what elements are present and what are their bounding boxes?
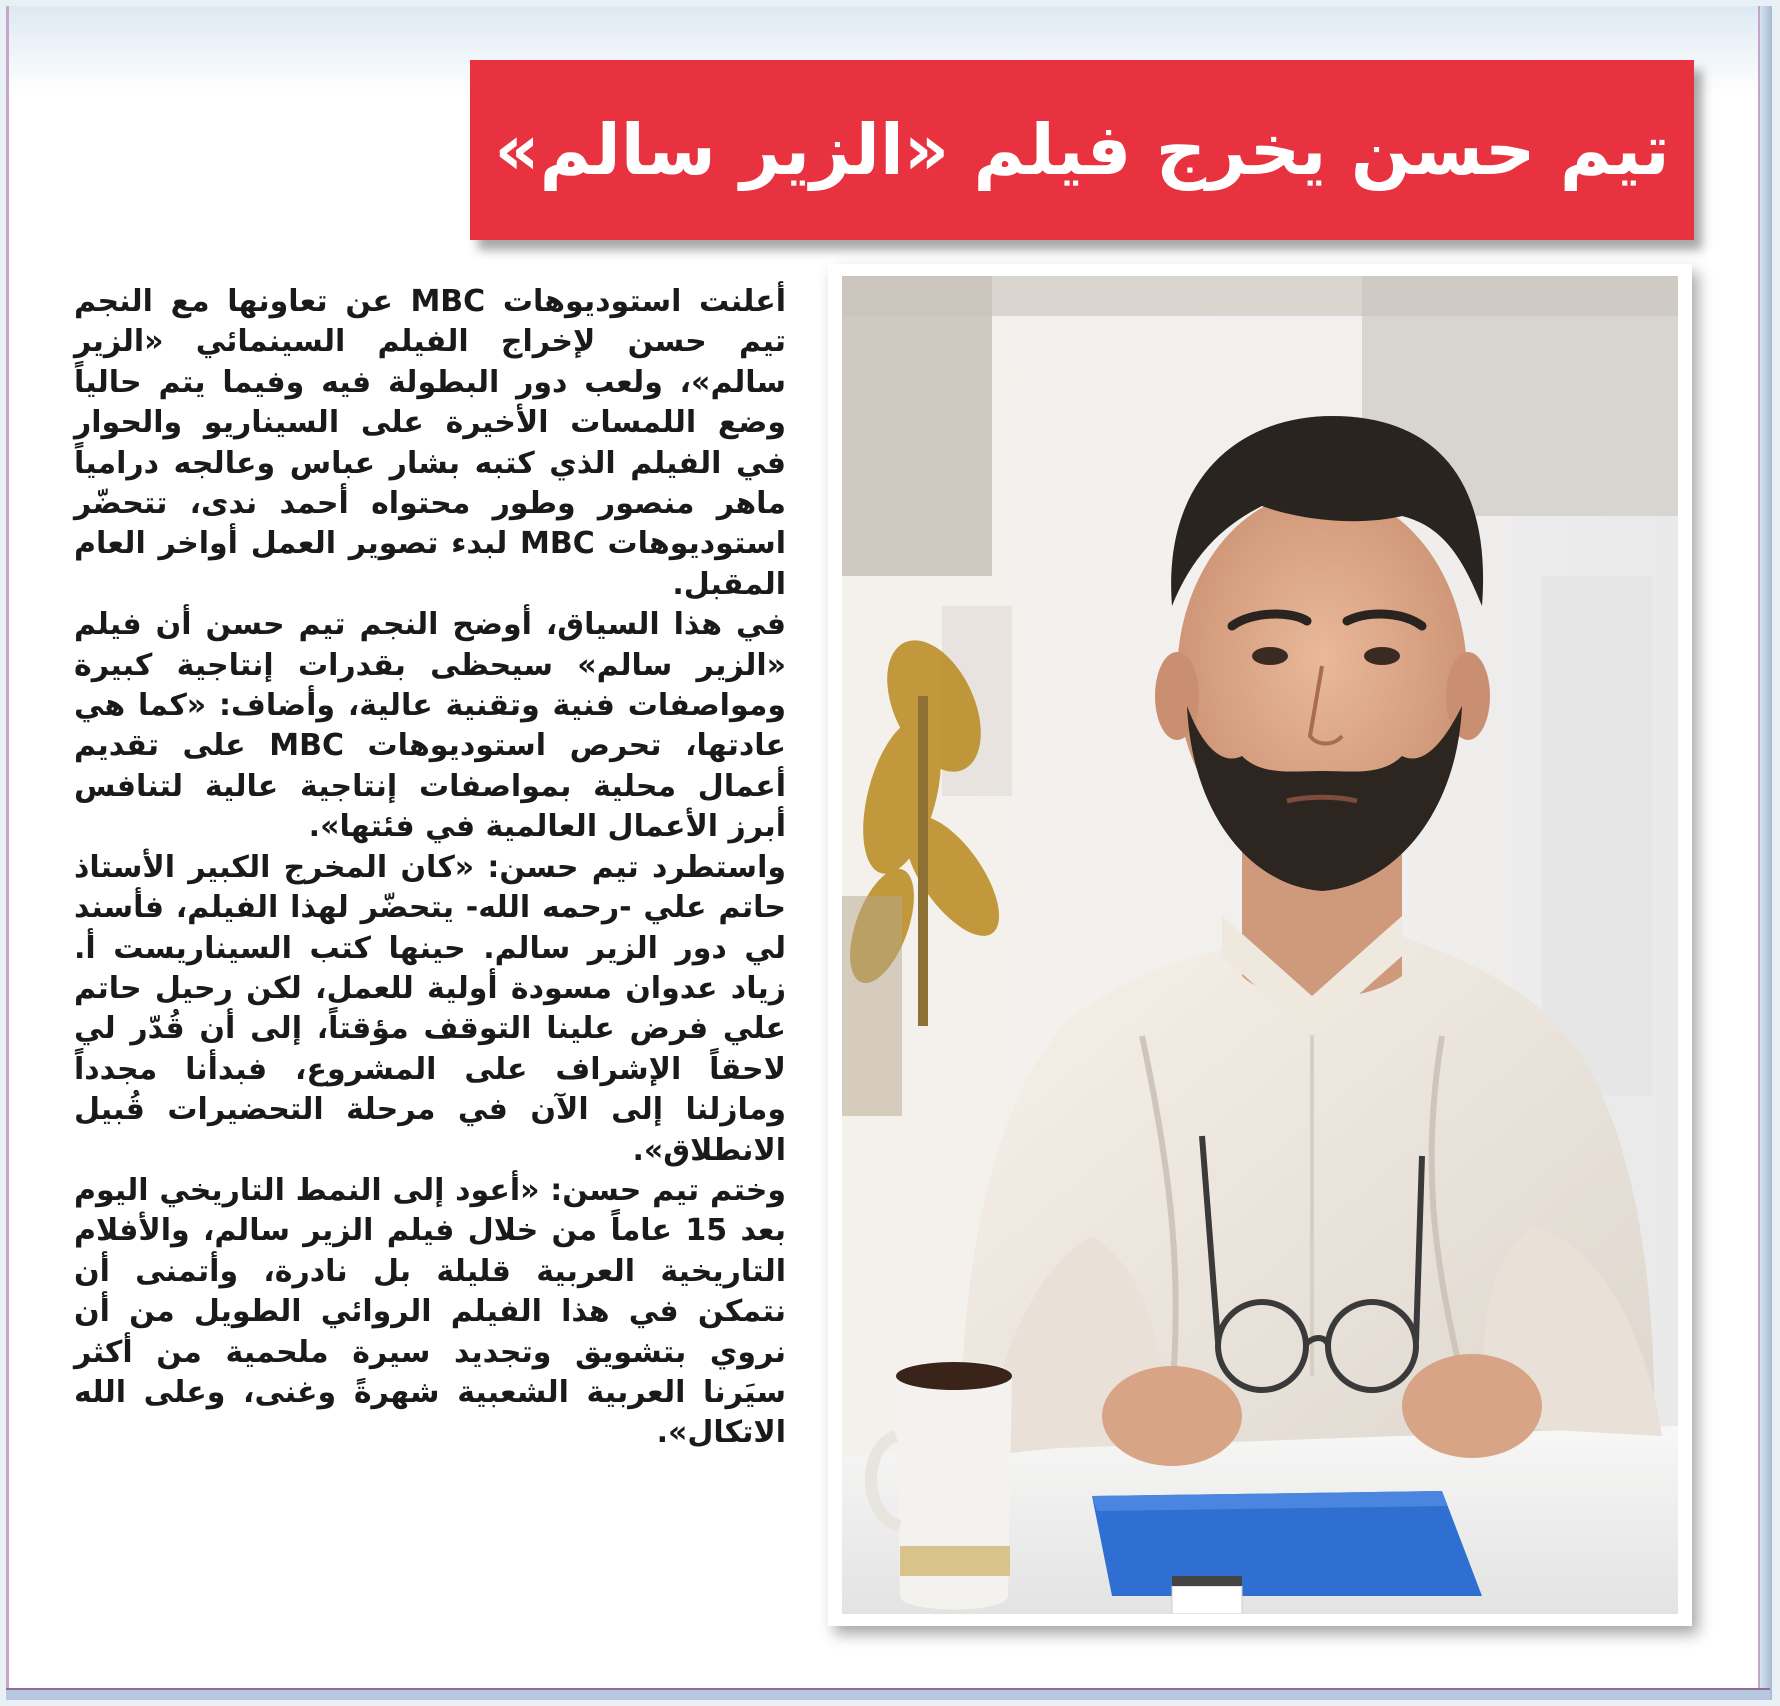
page-edge-bottom bbox=[6, 1688, 1770, 1700]
article-paragraph-3: واستطرد تيم حسن: «كان المخرج الكبير الأستاذ حاتم علي -رحمه الله- يتحضّر لهذا الفيلم، فأسند لي دور الزير سالم. حينها كتب السيناريست أ. زياد عدوان مسودة أولية للعمل، لكن رحيل حاتم علي فرض علينا التوقف مؤقتاً، إلى أن قُدّر لي لاحقاً الإشراف على المشروع، فبدأنا مجدداً ومازلنا إلى الآن في مرحلة التحضيرات قُبيل الانطلاق». bbox=[74, 849, 786, 1168]
article-photo bbox=[842, 276, 1678, 1614]
article-body bbox=[74, 282, 786, 1622]
article-paragraph-4: وختم تيم حسن: «أعود إلى النمط التاريخي اليوم بعد 15 عاماً من خلال فيلم الزير سالم، والأفلام التاريخية العربية قليلة بل نادرة، وأتمنى أن نتمكن في هذا الفيلم الروائي الطويل من أن نروي بتشويق وتجديد سيرة ملحمية من أكثر سيَرنا العربية الشعبية شهرةً وغنى، وعلى الله الاتكال». bbox=[74, 1172, 786, 1451]
photo-frame bbox=[828, 264, 1692, 1626]
headline-banner bbox=[470, 60, 1694, 240]
article-paragraph-2: في هذا السياق، أوضح النجم تيم حسن أن فيلم «الزير سالم» سيحظى بقدرات إنتاجية كبيرة ومواصفات فنية وتقنية عالية، وأضاف: «كما هي عادتها، تحرص استوديوهات MBC على تقديم أعمال محلية بمواصفات إنتاجية عالية لتنافس أبرز الأعمال العالمية في فئتها». bbox=[74, 607, 786, 845]
article-paragraph-1: أعلنت استوديوهات MBC عن تعاونها مع النجم تيم حسن لإخراج الفيلم السينمائي «الزير سالم»، ولعب دور البطولة فيه وفيما يتم حالياً وضع اللمسات الأخيرة على السيناريو والحوار في الفيلم الذي كتبه بشار عباس وعالجه درامياً ماهر منصور وطور محتواه أحمد ندى، تتحضّر استوديوهات MBC لبدء تصوير العمل أواخر العام المقبل. bbox=[74, 284, 787, 602]
headline: تيم حسن يخرج فيلم «الزير سالم» bbox=[494, 109, 1670, 191]
photo-dark-panel bbox=[842, 276, 992, 576]
page-edge-right bbox=[1758, 6, 1772, 1700]
